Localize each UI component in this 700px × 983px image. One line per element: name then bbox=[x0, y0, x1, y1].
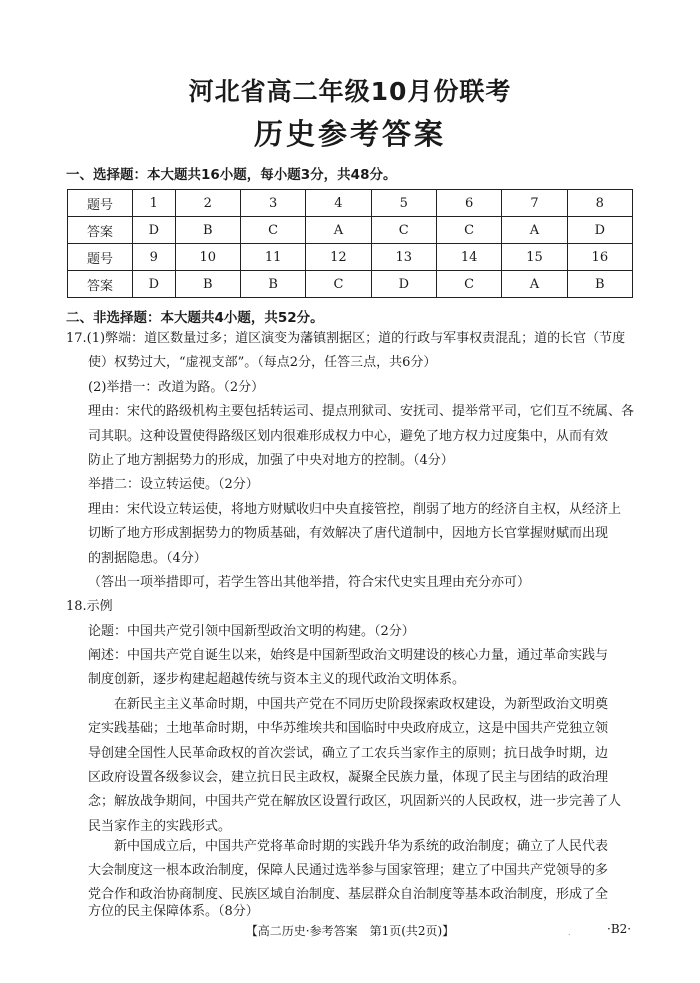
table-cell: 2 bbox=[175, 190, 240, 217]
table-cell: D bbox=[567, 217, 632, 244]
page-footer: 【高二历史·参考答案 第1页(共2页)】 bbox=[245, 924, 455, 938]
q18-line: 论题：中国共产党引领中国新型政治文明的构建。（2分） bbox=[88, 624, 415, 639]
table-cell: 7 bbox=[502, 190, 567, 217]
table-cell: C bbox=[436, 271, 501, 298]
table-cell: 10 bbox=[175, 244, 240, 271]
q18-line: 定实践基础；土地革命时期，中华苏维埃共和国临时中央政府成立，这是中国共产党独立领 bbox=[88, 721, 609, 736]
q18-line: 新中国成立后，中国共产党将革命时期的实践升华为系统的政治制度；确立了人民代表 bbox=[114, 839, 609, 854]
table-cell: A bbox=[502, 217, 567, 244]
page-code: ·B2· bbox=[607, 922, 632, 936]
table-cell: 题号 bbox=[68, 244, 133, 271]
q17-line: 使）权势过大，“虚视支部”。（每点2分，任答三点，共6分） bbox=[88, 355, 437, 370]
table-cell: C bbox=[436, 217, 501, 244]
q17-line: 司其职。这种设置使得路级区划内很难形成权力中心，避免了地方权力过度集中，从而有效 bbox=[88, 429, 609, 444]
table-cell: C bbox=[240, 217, 305, 244]
q17-line: (2)举措一：改道为路。（2分） bbox=[88, 380, 265, 395]
section-heading-choice: 一、选择题：本大题共16小题，每小题3分，共48分。 bbox=[66, 167, 397, 183]
table-cell: 答案 bbox=[68, 271, 133, 298]
q17-line: 举措二：设立转运使。（2分） bbox=[88, 477, 259, 492]
table-cell: 8 bbox=[567, 190, 632, 217]
q17-line: （答出一项举措即可，若学生答出其他举措，符合宋代史实且理由充分亦可） bbox=[88, 575, 531, 590]
footer-mark: . bbox=[568, 928, 571, 937]
table-cell: 14 bbox=[436, 244, 501, 271]
q18-line: 大会制度这一根本政治制度，保障人民通过选举参与国家管理；建立了中国共产党领导的多 bbox=[88, 863, 609, 878]
table-row bbox=[68, 271, 633, 298]
table-cell: C bbox=[371, 217, 436, 244]
table-cell: 9 bbox=[133, 244, 176, 271]
table-cell: D bbox=[133, 271, 176, 298]
table-cell: A bbox=[306, 217, 371, 244]
table-cell: 1 bbox=[133, 190, 176, 217]
q17-line: 防止了地方割据势力的形成，加强了中央对地方的控制。（4分） bbox=[88, 453, 454, 468]
table-cell: 4 bbox=[306, 190, 371, 217]
table-row bbox=[68, 244, 633, 271]
table-cell: 16 bbox=[567, 244, 632, 271]
table-cell: A bbox=[502, 271, 567, 298]
q18-line: 民当家作主的实践形式。 bbox=[88, 819, 232, 834]
q18-line: 导创建全国性人民革命政权的首次尝试，确立了工农兵当家作主的原则；抗日战争时期，边 bbox=[88, 746, 609, 761]
table-cell: 3 bbox=[240, 190, 305, 217]
table-row bbox=[68, 217, 633, 244]
q17-line: 理由：宋代的路级机构主要包括转运司、提点刑狱司、安抚司、提举常平司，它们互不统属、各 bbox=[88, 404, 635, 419]
table-cell: 题号 bbox=[68, 190, 133, 217]
q18-line: 18.示例 bbox=[66, 599, 113, 614]
q18-line: 在新民主主义革命时期，中国共产党在不同历史阶段探索政权建设，为新型政治文明奠 bbox=[114, 697, 609, 712]
table-row bbox=[68, 190, 633, 217]
table-cell: 13 bbox=[371, 244, 436, 271]
table-cell: B bbox=[175, 217, 240, 244]
q18-line: 阐述：中国共产党自诞生以来，始终是中国新型政治文明建设的核心力量，通过革命实践与 bbox=[88, 648, 609, 663]
q18-line: 念；解放战争期间，中国共产党在解放区设置行政区，巩固新兴的人民政权，进一步完善了人 bbox=[88, 794, 622, 809]
table-cell: 11 bbox=[240, 244, 305, 271]
table-cell: 15 bbox=[502, 244, 567, 271]
table-cell: C bbox=[306, 271, 371, 298]
table-cell: 5 bbox=[371, 190, 436, 217]
q18-line: 方位的民主保障体系。（8分） bbox=[88, 904, 259, 919]
section-heading-nonchoice: 二、非选择题：本大题共4小题，共52分。 bbox=[66, 310, 324, 326]
q18-line: 党合作和政治协商制度、民族区域自治制度、基层群众自治制度等基本政治制度，形成了全 bbox=[88, 887, 609, 902]
table-cell: D bbox=[371, 271, 436, 298]
q17-line: 切断了地方形成割据势力的物质基础，有效解决了唐代道制中，因地方长官掌握财赋而出现 bbox=[88, 526, 609, 541]
answer-table bbox=[67, 189, 633, 298]
page-subtitle: 历史参考答案 bbox=[253, 117, 446, 151]
q18-line: 区政府设置各级参议会，建立抗日民主政权，凝聚全民族力量，体现了民主与团结的政治理 bbox=[88, 770, 609, 785]
table-cell: B bbox=[567, 271, 632, 298]
table-cell: B bbox=[240, 271, 305, 298]
q17-line: 理由：宋代设立转运使，将地方财赋收归中央直接管控，削弱了地方的经济自主权，从经济上 bbox=[88, 502, 622, 517]
table-cell: D bbox=[133, 217, 176, 244]
q18-line: 制度创新，逐步构建起超越传统与资本主义的现代政治文明体系。 bbox=[88, 672, 466, 687]
q17-line: 17.(1)弊端：道区数量过多；道区演变为藩镇割据区；道的行政与军事权责混乱；道的长官（节度 bbox=[66, 331, 626, 346]
q17-line: 的割据隐患。（4分） bbox=[88, 551, 207, 566]
table-cell: 6 bbox=[436, 190, 501, 217]
page-title: 河北省高二年级10月份联考 bbox=[188, 77, 512, 106]
table-cell: 12 bbox=[306, 244, 371, 271]
table-cell: 答案 bbox=[68, 217, 133, 244]
table-cell: B bbox=[175, 271, 240, 298]
